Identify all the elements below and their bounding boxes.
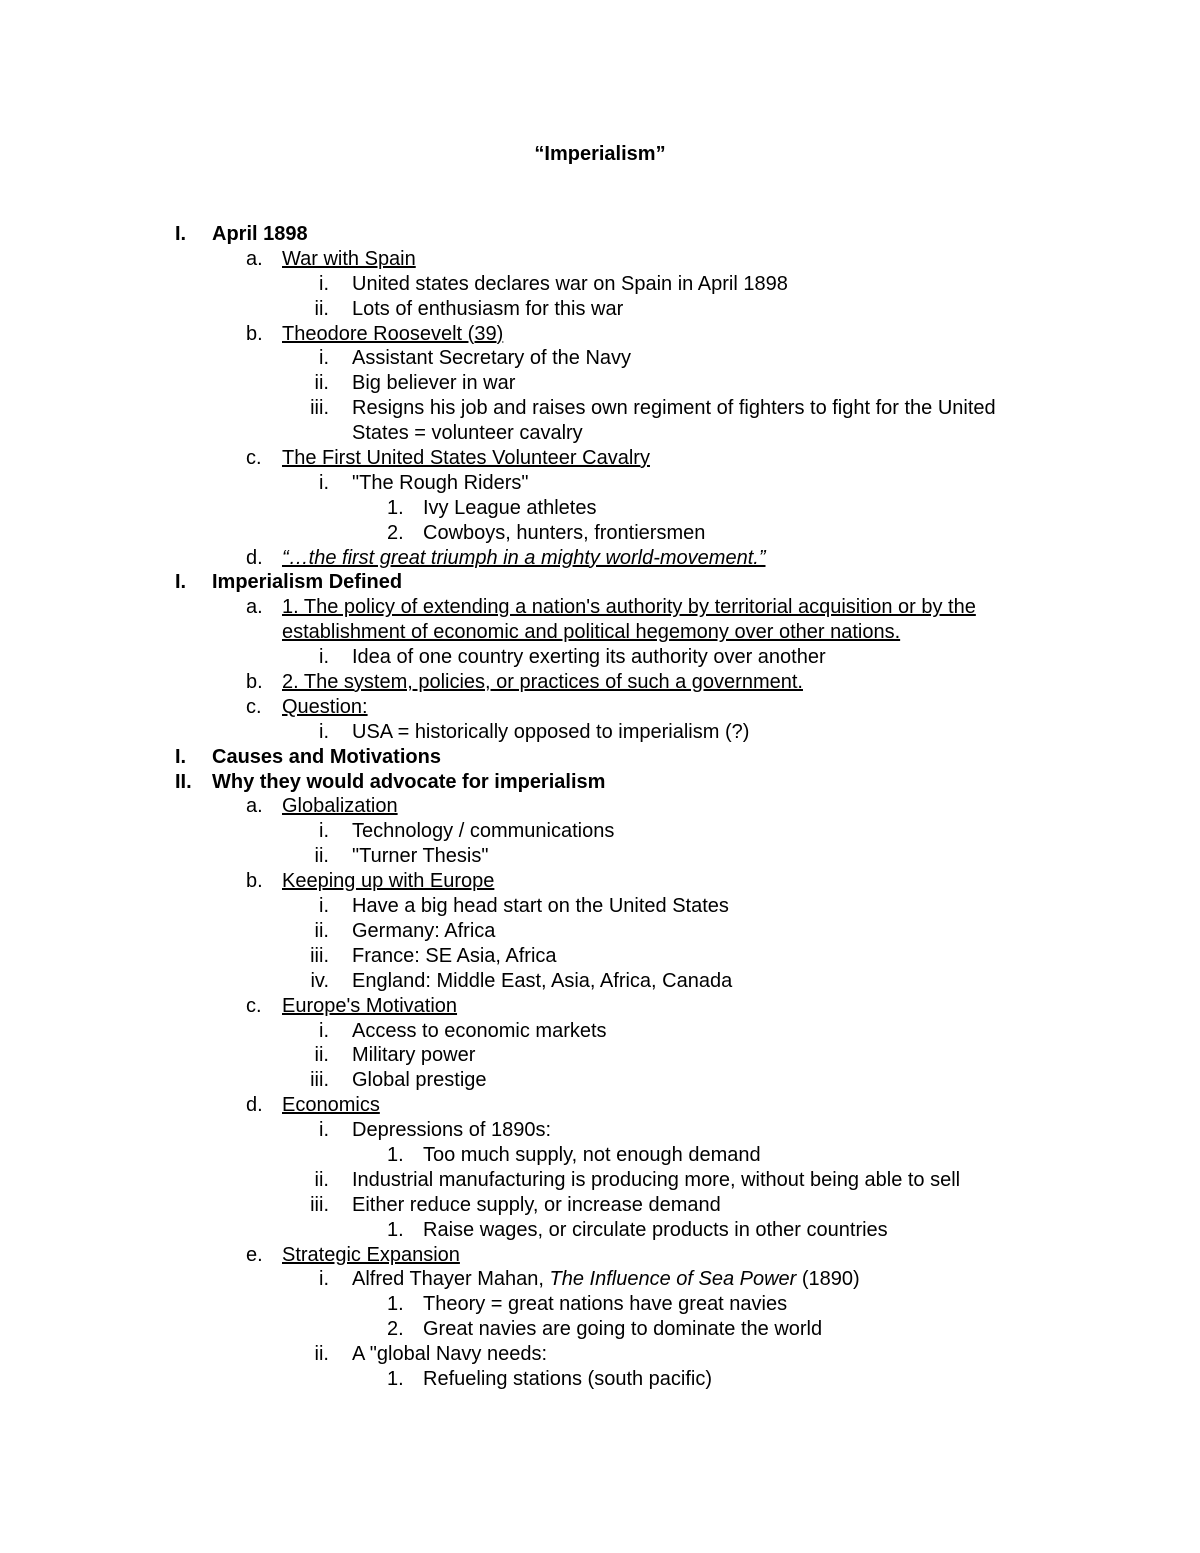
outline-text: Global prestige: [352, 1069, 487, 1092]
outline-text: The First United States Volunteer Cavalry: [282, 447, 650, 470]
outline-marker: 1.: [387, 1218, 404, 1241]
outline-text: War with Spain: [282, 247, 416, 270]
outline-text: Raise wages, or circulate products in other countries: [423, 1218, 888, 1241]
outline-item: [0, 247, 1200, 272]
outline: [0, 222, 1200, 1392]
outline-marker: iii.: [310, 1193, 329, 1216]
outline-item: [0, 570, 1200, 595]
outline-item: [0, 770, 1200, 795]
outline-text: Theodore Roosevelt (39): [282, 322, 504, 345]
outline-item: [0, 1193, 1200, 1218]
outline-text: Industrial manufacturing is producing more, without being able to sell: [352, 1168, 961, 1191]
outline-text: Big believer in war: [352, 372, 516, 395]
outline-marker: e.: [246, 1243, 263, 1266]
outline-marker: I.: [175, 223, 187, 245]
outline-marker: a.: [246, 596, 263, 619]
outline-item: [0, 1218, 1200, 1243]
outline-text: establishment of economic and political hegemony over other nations.: [282, 621, 901, 644]
outline-item: [0, 994, 1200, 1019]
outline-text: Germany: Africa: [352, 919, 496, 942]
outline-marker: iv.: [310, 969, 329, 992]
outline-marker: i.: [319, 347, 329, 370]
outline-text: England: Middle East, Asia, Africa, Canada: [352, 969, 733, 992]
outline-marker: 1.: [387, 496, 404, 519]
outline-text: Too much supply, not enough demand: [423, 1143, 761, 1166]
outline-text: A "global Navy needs:: [352, 1343, 547, 1366]
outline-marker: d.: [246, 546, 263, 569]
outline-text: Either reduce supply, or increase demand: [352, 1193, 721, 1216]
outline-marker: 1.: [387, 1143, 404, 1166]
outline-text: Keeping up with Europe: [282, 870, 495, 893]
document-title: “Imperialism”: [534, 143, 666, 165]
outline-item: [0, 720, 1200, 745]
outline-text: Theory = great nations have great navies: [423, 1293, 788, 1316]
outline-item: [0, 595, 1200, 620]
outline-text: France: SE Asia, Africa: [352, 944, 557, 967]
outline-marker: ii.: [314, 845, 329, 868]
outline-text: Imperialism Defined: [212, 571, 403, 594]
outline-marker: I.: [175, 571, 187, 594]
outline-text: Assistant Secretary of the Navy: [352, 347, 632, 370]
outline-item: [0, 496, 1200, 521]
outline-marker: c.: [246, 994, 262, 1017]
outline-item: [0, 346, 1200, 371]
outline-marker: c.: [246, 447, 262, 470]
outline-item: [0, 944, 1200, 969]
outline-marker: i.: [319, 471, 329, 494]
outline-item: [0, 546, 1200, 571]
outline-marker: iii.: [310, 944, 329, 967]
outline-text: Technology / communications: [352, 820, 615, 843]
outline-item: [0, 794, 1200, 819]
outline-text: Causes and Motivations: [212, 745, 441, 768]
outline-item: [0, 869, 1200, 894]
outline-item: [0, 322, 1200, 347]
outline-text: States = volunteer cavalry: [352, 422, 583, 445]
outline-text: [352, 1267, 860, 1292]
outline-text: United states declares war on Spain in April 1898: [352, 272, 788, 295]
outline-text: Strategic Expansion: [282, 1243, 460, 1266]
outline-text: Europe's Motivation: [282, 994, 458, 1017]
outline-item: [0, 421, 1200, 446]
outline-marker: a.: [246, 247, 263, 270]
outline-text: Depressions of 1890s:: [352, 1119, 552, 1142]
outline-item: [0, 396, 1200, 421]
outline-text: Have a big head start on the United States: [352, 895, 729, 918]
outline-text: USA = historically opposed to imperialism (?): [352, 720, 750, 743]
outline-marker: i.: [319, 720, 329, 743]
outline-marker: 2.: [387, 521, 404, 544]
outline-marker: d.: [246, 1094, 263, 1117]
outline-text: “…the first great triumph in a mighty world-movement.”: [282, 546, 766, 569]
outline-item: [0, 1342, 1200, 1367]
outline-marker: a.: [246, 795, 263, 818]
outline-text: Ivy League athletes: [423, 496, 597, 519]
outline-item: [0, 1118, 1200, 1143]
outline-item: [0, 471, 1200, 496]
outline-item: [0, 894, 1200, 919]
outline-text: "The Rough Riders": [352, 471, 529, 494]
outline-marker: i.: [319, 1119, 329, 1142]
outline-marker: ii.: [314, 297, 329, 320]
outline-marker: i.: [319, 895, 329, 918]
outline-text: Military power: [352, 1044, 476, 1067]
outline-item: [0, 1243, 1200, 1268]
text-segment: (1890): [796, 1268, 860, 1291]
outline-marker: I.: [175, 745, 187, 768]
outline-item: [0, 222, 1200, 247]
outline-text: Resigns his job and raises own regiment of fighters to fight for the United: [352, 397, 996, 420]
outline-marker: 1.: [387, 1293, 404, 1316]
outline-marker: ii.: [314, 1044, 329, 1067]
outline-text: 1. The policy of extending a nation's authority by territorial acquisition or by the: [282, 596, 976, 619]
outline-item: [0, 819, 1200, 844]
outline-marker: 2.: [387, 1318, 404, 1341]
outline-marker: b.: [246, 322, 263, 345]
outline-marker: II.: [175, 770, 192, 793]
outline-marker: b.: [246, 870, 263, 893]
outline-item: [0, 521, 1200, 546]
outline-item: [0, 1143, 1200, 1168]
outline-item: [0, 371, 1200, 396]
outline-marker: b.: [246, 671, 263, 694]
outline-marker: i.: [319, 646, 329, 669]
outline-text: April 1898: [212, 223, 308, 245]
outline-marker: iii.: [310, 397, 329, 420]
outline-text: Access to economic markets: [352, 1019, 607, 1042]
outline-item: [0, 1043, 1200, 1068]
outline-text: Idea of one country exerting its authority over another: [352, 646, 826, 669]
outline-item: [0, 1367, 1200, 1392]
outline-item: [0, 695, 1200, 720]
outline-item: [0, 919, 1200, 944]
outline-item: [0, 272, 1200, 297]
outline-text: Globalization: [282, 795, 398, 818]
outline-marker: c.: [246, 695, 262, 718]
outline-item: [0, 969, 1200, 994]
outline-item: [0, 1019, 1200, 1044]
outline-marker: ii.: [314, 372, 329, 395]
outline-text: Refueling stations (south pacific): [423, 1367, 713, 1390]
outline-text: Economics: [282, 1094, 380, 1117]
outline-item: [0, 1168, 1200, 1193]
italic-title: The Influence of Sea Power: [549, 1268, 797, 1291]
outline-text: Great navies are going to dominate the world: [423, 1318, 823, 1341]
outline-marker: ii.: [314, 1343, 329, 1366]
outline-marker: i.: [319, 272, 329, 295]
outline-text: "Turner Thesis": [352, 845, 489, 868]
outline-item: [0, 670, 1200, 695]
outline-text: Why they would advocate for imperialism: [212, 770, 606, 793]
outline-text: Lots of enthusiasm for this war: [352, 297, 624, 320]
outline-marker: i.: [319, 1019, 329, 1042]
outline-marker: ii.: [314, 1168, 329, 1191]
outline-item: [0, 1093, 1200, 1118]
outline-text: Question:: [282, 695, 368, 718]
outline-item: [0, 745, 1200, 770]
outline-marker: i.: [319, 820, 329, 843]
outline-item: [0, 620, 1200, 645]
text-segment: Alfred Thayer Mahan,: [352, 1268, 550, 1291]
outline-marker: ii.: [314, 919, 329, 942]
outline-marker: iii.: [310, 1069, 329, 1092]
outline-item: [0, 844, 1200, 869]
outline-marker: i.: [319, 1268, 329, 1291]
outline-item: [0, 1267, 1200, 1292]
outline-item: [0, 1068, 1200, 1093]
outline-item: [0, 1317, 1200, 1342]
outline-item: [0, 1292, 1200, 1317]
outline-marker: 1.: [387, 1367, 404, 1390]
outline-text: Cowboys, hunters, frontiersmen: [423, 521, 706, 544]
outline-text: 2. The system, policies, or practices of such a government.: [282, 671, 803, 694]
outline-item: [0, 645, 1200, 670]
outline-item: [0, 297, 1200, 322]
outline-item: [0, 446, 1200, 471]
